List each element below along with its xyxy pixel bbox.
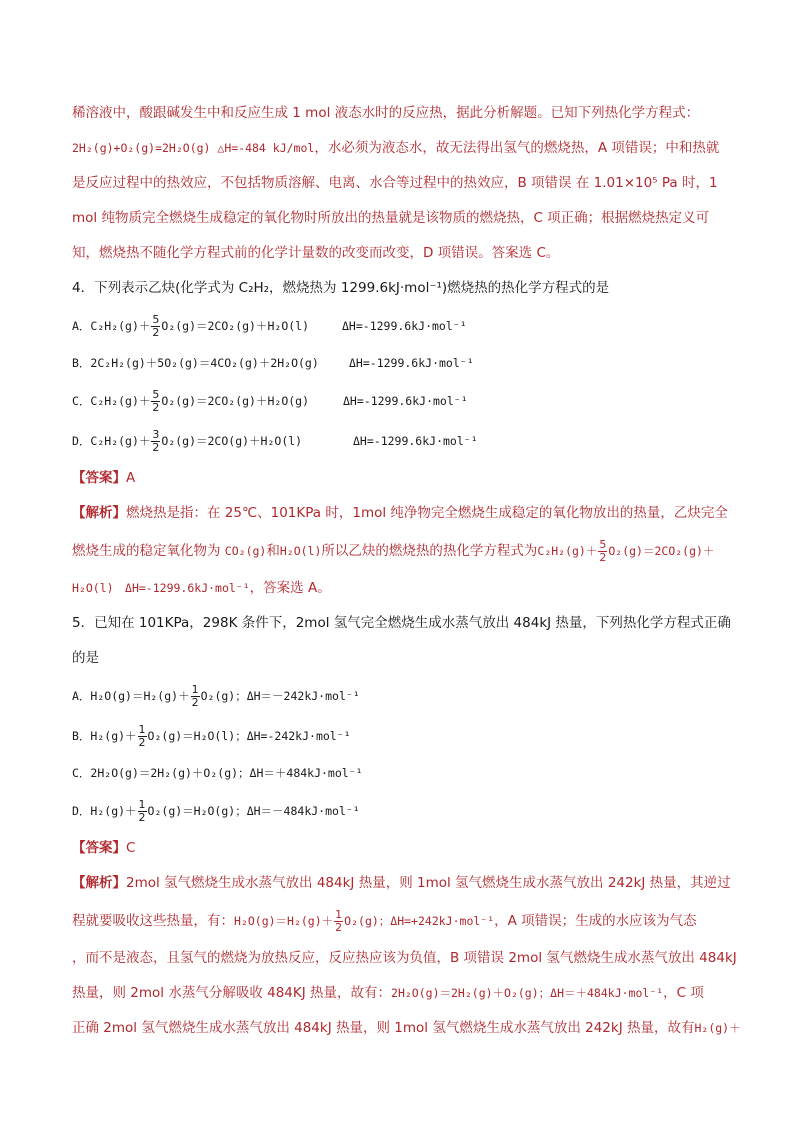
q5-option-b: B．H₂(g)＋ $\frac{1}{2}$ O₂(g)＝H₂O(l)；ΔH=-242kJ·mol⁻¹ [72, 722, 351, 749]
fraction: $\frac{3}{2}$ [152, 427, 160, 454]
question-4-stem: 4．下列表示乙炔(化学式为 C₂H₂，燃烧热为 1299.6kJ·mol⁻¹)燃烧热的热化学方程式的是 [72, 280, 610, 296]
fraction: $\frac{1}{2}$ [138, 722, 146, 749]
answer-value: A [126, 470, 136, 486]
q5-analysis-line-2: 程就要吸收这些热量，有：H₂O(g)＝H₂(g)＋ $\frac{1}{2}$ O₂(g)；ΔH=+242kJ·mol⁻¹，A 项错误；生成的水应该为气态 [72, 907, 697, 934]
q4-option-a: A．C₂H₂(g)＋ $\frac{5}{2}$ O₂(g)＝2CO₂(g)＋H₂O(l) ΔH=-1299.6kJ·mol⁻¹ [72, 306, 724, 346]
intro-line-5: 知，燃烧热不随化学方程式前的化学计量数的改变而改变，D 项错误。答案选 C。 [72, 245, 560, 261]
intro-line-4: mol 纯物质完全燃烧生成稳定的氧化物时所放出的热量就是该物质的燃烧热，C 项正确；根据燃烧热定义可 [72, 210, 710, 226]
q4-answer [72, 461, 724, 496]
q5-option-d: D．H₂(g)＋ $\frac{1}{2}$ O₂(g)＝H₂O(g)；ΔH＝－484kJ·mol⁻¹ [72, 797, 360, 824]
q5-analysis-line-1: 【解析】2mol 氢气燃烧生成水蒸气放出 484kJ 热量，则 1mol 氢气燃烧生成水蒸气放出 242kJ 热量，其逆过 [72, 875, 731, 891]
analysis-tag: 【解析】 [72, 875, 126, 891]
intro-line-2 [72, 131, 724, 166]
enthalpy-value: ΔH=-1299.6kJ·mol⁻¹ [342, 319, 467, 333]
enthalpy-value: ΔH=-1299.6kJ·mol⁻¹ [343, 394, 468, 408]
document-page [72, 96, 741, 1046]
h2-combustion-equation: 2H₂(g)+O₂(g)=2H₂O(g) △H=-484 kJ/mol [72, 141, 315, 155]
intro-line-2-text: ，水必须为液态水，故无法得出氢气的燃烧热，A 项错误；中和热就 [314, 140, 720, 156]
q4-analysis-line-3: H₂O(l) ΔH=-1299.6kJ·mol⁻¹，答案选 A。 [72, 580, 331, 596]
q5-analysis-line-4: 热量，则 2mol 水蒸气分解吸收 484KJ 热量，故有：2H₂O(g)＝2H₂(g)＋O₂(g)；ΔH＝＋484kJ·mol⁻¹，C 项 [72, 985, 704, 1001]
enthalpy-value: ΔH=-1299.6kJ·mol⁻¹ [349, 356, 474, 370]
q4-option-c: C．C₂H₂(g)＋ $\frac{5}{2}$ O₂(g)＝2CO₂(g)＋H₂O(g) ΔH=-1299.6kJ·mol⁻¹ [72, 381, 724, 421]
q5-option-a: A．H₂O(g)＝H₂(g)＋ $\frac{1}{2}$ O₂(g)；ΔH＝－242kJ·mol⁻¹ [72, 682, 360, 709]
q5-analysis-line-5: 正确 2mol 氢气燃烧生成水蒸气放出 484kJ 热量，则 1mol 氢气燃烧生成水蒸气放出 242kJ 热量，故有H₂(g)＋ [72, 1020, 741, 1036]
fraction: $\frac{5}{2}$ [152, 387, 160, 414]
answer-tag: 【答案】 [72, 840, 126, 856]
q4-analysis-line-1: 【解析】燃烧热是指：在 25℃、101KPa 时，1mol 纯净物完全燃烧生成稳定的氧化物放出的热量，乙炔完全 [72, 505, 728, 521]
analysis-tag: 【解析】 [72, 505, 126, 521]
answer-tag: 【答案】 [72, 470, 126, 486]
fraction: $\frac{5}{2}$ [152, 312, 160, 339]
fraction: $\frac{1}{2}$ [335, 907, 343, 934]
enthalpy-value: ΔH=-1299.6kJ·mol⁻¹ [353, 434, 478, 448]
fraction: $\frac{5}{2}$ [599, 537, 607, 564]
q4-analysis-line-2: 燃烧生成的稳定氧化物为 CO₂(g)和H₂O(l)所以乙炔的燃烧热的热化学方程式为C₂H₂(g)＋ $\frac{5}{2}$ O₂(g)＝2CO₂(g)＋ [72, 537, 715, 564]
answer-value: C [126, 840, 136, 856]
q5-analysis-line-3: ，而不是液态，且氢气的燃烧为放热反应，反应热应该为负值，B 项错误 2mol 氢气燃烧生成水蒸气放出 484kJ [72, 950, 737, 966]
fraction: $\frac{1}{2}$ [138, 797, 146, 824]
q4-option-d: D．C₂H₂(g)＋ $\frac{3}{2}$ O₂(g)＝2CO(g)＋H₂O(l) ΔH=-1299.6kJ·mol⁻¹ [72, 421, 724, 461]
fraction: $\frac{1}{2}$ [191, 682, 199, 709]
question-5-stem-line-2: 的是 [72, 650, 99, 666]
intro-line-3: 是反应过程中的热效应，不包括物质溶解、电离、水合等过程中的热效应，B 项错误 在 1.01×10⁵ Pa 时，1 [72, 175, 718, 191]
q5-option-c: C．2H₂O(g)＝2H₂(g)＋O₂(g)；ΔH＝＋484kJ·mol⁻¹ [72, 766, 363, 780]
question-5-stem-line-1: 5．已知在 101KPa，298K 条件下，2mol 氢气完全燃烧生成水蒸气放出 484kJ 热量，下列热化学方程式正确 [72, 615, 731, 631]
intro-line-1: 稀溶液中，酸跟碱发生中和反应生成 1 mol 液态水时的反应热，据此分析解题。已知下列热化学方程式： [72, 105, 700, 121]
q5-answer [72, 831, 724, 866]
q4-option-b: B．2C₂H₂(g)＋5O₂(g)＝4CO₂(g)＋2H₂O(g) ΔH=-1299.6kJ·mol⁻¹ [72, 346, 724, 381]
